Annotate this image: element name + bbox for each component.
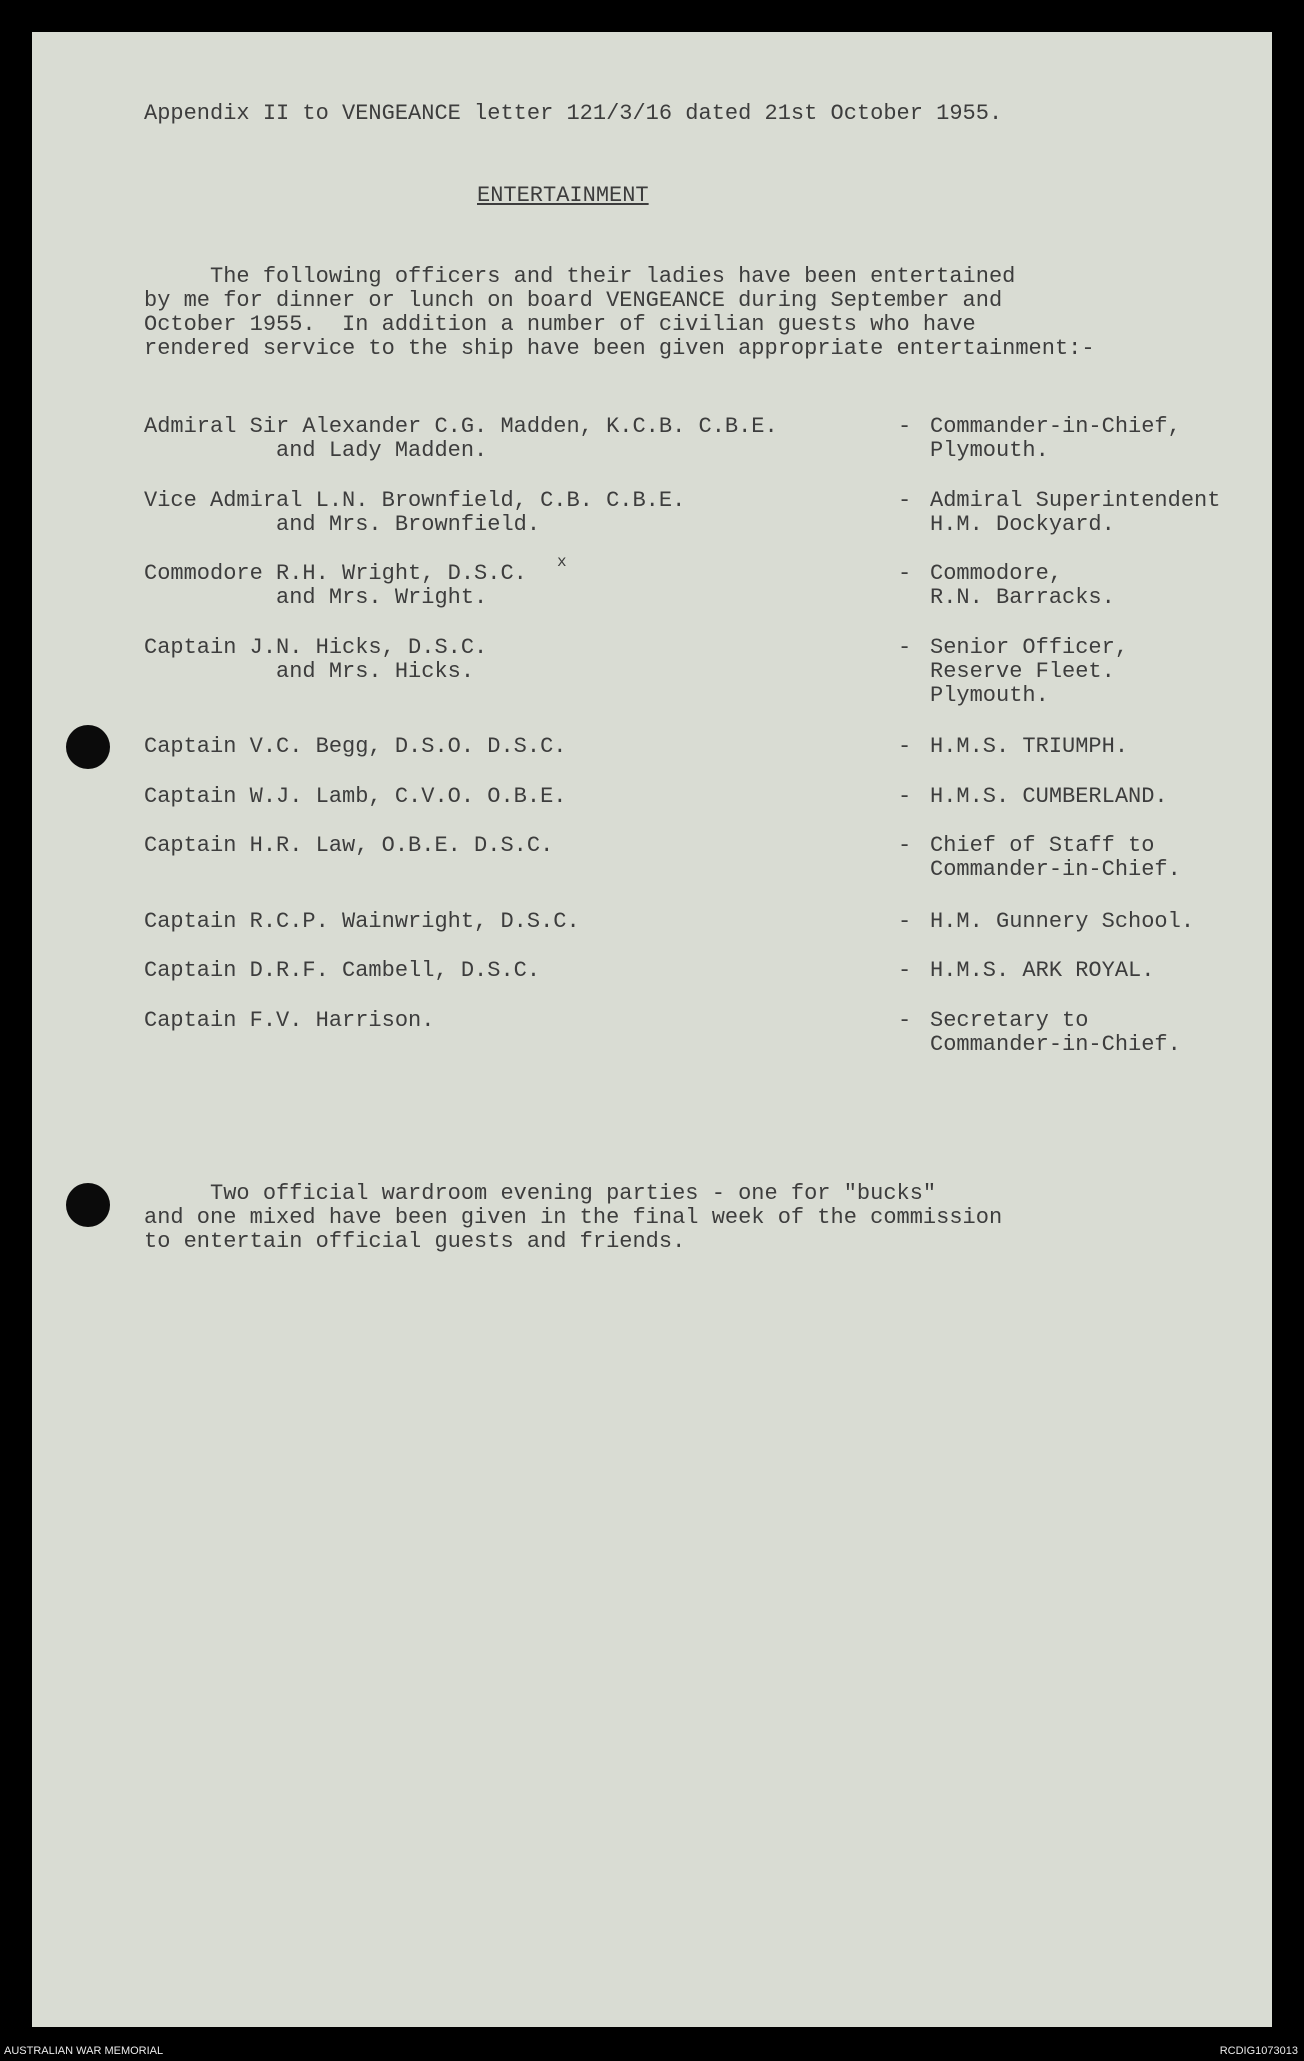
guest-role: H.M.S. ARK ROYAL. (930, 958, 1155, 983)
guest-role: Secretary to (930, 1008, 1089, 1033)
guest-name: and Mrs. Brownfield. (144, 512, 541, 537)
dash: - (898, 1008, 912, 1033)
dash: - (898, 635, 912, 660)
guest-role: Reserve Fleet. (930, 659, 1115, 684)
guest-role: Chief of Staff to (930, 833, 1155, 858)
archive-credit: AUSTRALIAN WAR MEMORIAL (4, 2045, 164, 2057)
punch-hole-lower (66, 1183, 110, 1227)
guest-role: Plymouth. (930, 683, 1049, 708)
page-title: ENTERTAINMENT (477, 183, 649, 208)
guest-role: R.N. Barracks. (930, 585, 1115, 610)
dash: - (898, 909, 912, 934)
document-page: Appendix II to VENGEANCE letter 121/3/16 dated 21st October 1955. ENTERTAINMENT The following officers and their ladies have been entertained by me for dinner or lunch on board VENGEANCE during September and October 1955. In addition a number of civilian guests who have rendered service to the ship have been given appropriate entertainment:- Admiral Sir Alexander C.G. Madden, K.C.B. C.B.E. and Lady Madden. - Commander-in-Chief, Plymouth. Vice Admiral L.N. Brownfield, C.B. C.B.E. and Mrs. Brownfield. - Admiral Superintendent H.M. Dockyard. Commodore R.H. Wright, D.S.C. x and Mrs. Wright. - Commodore, R.N. Barracks. Captain J.N. Hicks, D.S.C. and Mrs. Hicks. - Senior Officer, Reserve Fleet. Plymouth. Captain V.C. Begg, D.S.O. D.S.C. - H.M.S. TRIUMPH. Captain W.J. Lamb, C.V.O. O.B.E. - H.M.S. CUMBERLAND. Captain H.R. Law, O.B.E. D.S.C. - Chief of Staff to Commander-in-Chief. Captain R.C.P. Wainwright, D.S.C. - H.M. Gunnery School. Captain D.R.F. Cambell, D.S.C. - H.M.S. ARK ROYAL. Captain F.V. Harrison. - Secretary to Commander-in-Chief. Two official wardroom evening parties - one for "bucks" and one mixed have been given in the final week of the commission to entertain official guests and friends. (32, 32, 1272, 2027)
guest-name: and Lady Madden. (144, 438, 488, 463)
dash: - (898, 833, 912, 858)
guest-name: Admiral Sir Alexander C.G. Madden, K.C.B. C.B.E. (144, 414, 778, 439)
guest-name: and Mrs. Hicks. (144, 659, 475, 684)
dash: - (898, 561, 912, 586)
guest-name: Captain W.J. Lamb, C.V.O. O.B.E. (144, 784, 567, 809)
guest-role: H.M. Gunnery School. (930, 909, 1195, 934)
guest-role: Senior Officer, (930, 635, 1129, 660)
dash: - (898, 734, 912, 759)
guest-name: Captain D.R.F. Cambell, D.S.C. (144, 958, 541, 983)
archive-id: RCDIG1073013 (1219, 2045, 1298, 2057)
guest-name: Captain R.C.P. Wainwright, D.S.C. (144, 909, 580, 934)
guest-name: Vice Admiral L.N. Brownfield, C.B. C.B.E. (144, 488, 686, 513)
guest-role: Commander-in-Chief. (930, 857, 1181, 882)
guest-role: Commander-in-Chief. (930, 1032, 1181, 1057)
guest-name: Commodore R.H. Wright, D.S.C. (144, 561, 527, 586)
punch-hole-upper (66, 725, 110, 769)
guest-role: H.M.S. TRIUMPH. (930, 734, 1129, 759)
guest-name: Captain H.R. Law, O.B.E. D.S.C. (144, 833, 554, 858)
guest-name: Captain J.N. Hicks, D.S.C. (144, 635, 488, 660)
appendix-header: Appendix II to VENGEANCE letter 121/3/16 dated 21st October 1955. (144, 101, 1003, 126)
guest-role: Admiral Superintendent (930, 488, 1221, 513)
dash: - (898, 488, 912, 513)
guest-name: Captain V.C. Begg, D.S.O. D.S.C. (144, 734, 567, 759)
dash: - (898, 958, 912, 983)
dash: - (898, 784, 912, 809)
guest-name: and Mrs. Wright. (144, 585, 488, 610)
superscript-mark: x (557, 553, 567, 571)
dash: - (898, 414, 912, 439)
guest-role: Plymouth. (930, 438, 1049, 463)
guest-role: Commander-in-Chief, (930, 414, 1181, 439)
guest-role: H.M.S. CUMBERLAND. (930, 784, 1168, 809)
guest-role: H.M. Dockyard. (930, 512, 1115, 537)
guest-name: Captain F.V. Harrison. (144, 1008, 435, 1033)
guest-role: Commodore, (930, 561, 1063, 586)
